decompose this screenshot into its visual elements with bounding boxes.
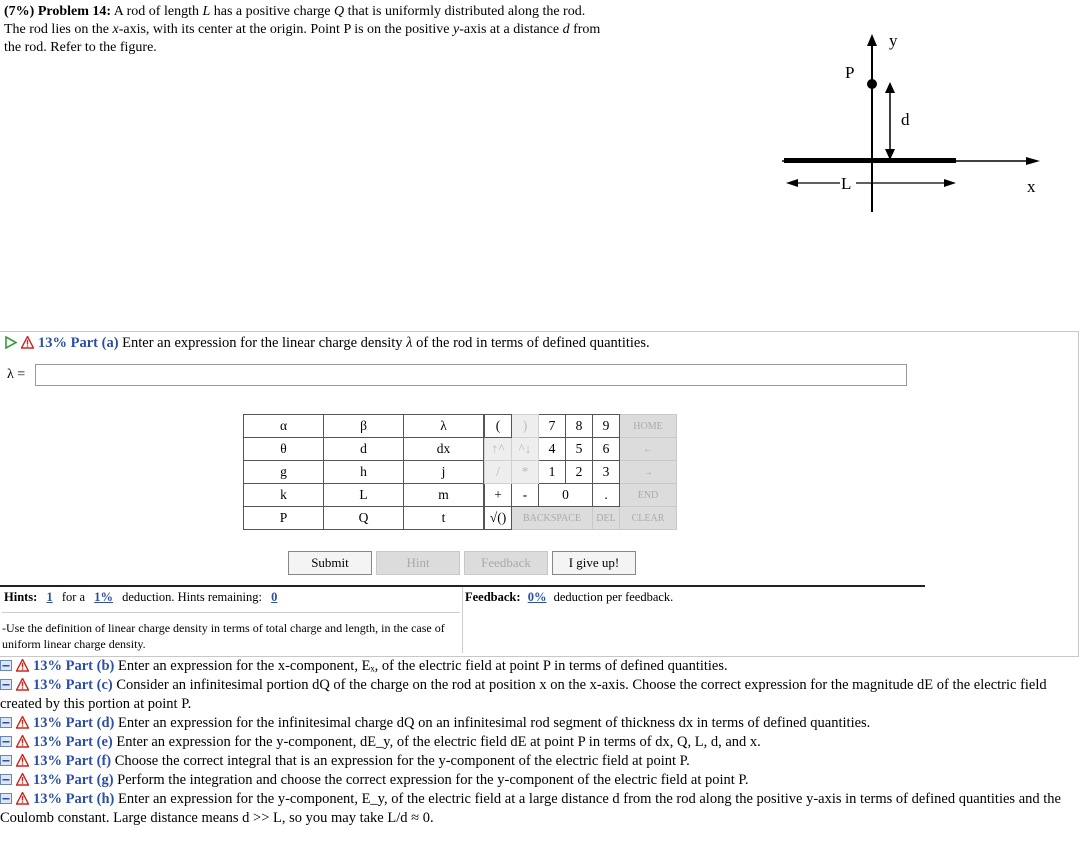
key-clear[interactable]: CLEAR (620, 507, 677, 530)
answer-input[interactable] (35, 364, 907, 386)
hint-separator (2, 612, 460, 613)
key-m[interactable]: m (404, 484, 484, 507)
feedback-percent: 0% (527, 590, 547, 604)
expand-icon[interactable] (0, 660, 12, 671)
variable-keypad (243, 414, 484, 530)
warning-icon (16, 659, 29, 672)
part-a-prompt: Enter an expression for the linear charge density (122, 335, 403, 351)
key-P[interactable]: P (244, 507, 324, 530)
part-c[interactable] (0, 676, 1078, 714)
expand-icon[interactable] (0, 755, 12, 766)
warning-icon (16, 716, 29, 729)
warning-icon (16, 773, 29, 786)
var-Q: Q (334, 4, 345, 19)
var-y: y (452, 22, 460, 37)
feedback-label: Feedback: (465, 590, 521, 604)
feedback-info (465, 590, 673, 605)
key-superscript-up[interactable]: ↑^ (485, 438, 512, 461)
part-percent: 13% Part (e) (33, 734, 113, 750)
part-text: Perform the integration and choose the correct expression for the y-component of the electric field at point P. (117, 772, 749, 788)
key-1[interactable]: 1 (539, 461, 566, 484)
key-sqrt[interactable]: √() (485, 507, 512, 530)
var-lambda: λ (406, 335, 413, 351)
hint-button[interactable]: Hint (376, 551, 460, 575)
problem-text: -axis, with its center at the origin. Point P is on the positive (118, 22, 450, 37)
key-t[interactable]: t (404, 507, 484, 530)
part-text: Enter an expression for the infinitesimal charge dQ on an infinitesimal rod segment of thickness dx in terms of defined quantities. (117, 715, 871, 731)
key-end[interactable]: END (620, 484, 677, 507)
hints-label: Hints: (4, 590, 38, 604)
label-L: L (841, 174, 852, 193)
expand-icon[interactable] (0, 774, 12, 785)
part-b[interactable] (0, 657, 1078, 676)
hints-count: 1 (46, 590, 53, 604)
key-plus[interactable]: + (485, 484, 512, 507)
part-percent: 13% Part (c) (33, 677, 113, 693)
key-j[interactable]: j (404, 461, 484, 484)
answer-label: λ = (7, 367, 26, 382)
feedback-text: deduction per feedback. (553, 590, 674, 604)
expand-icon[interactable] (0, 736, 12, 747)
warning-icon (16, 735, 29, 748)
expand-icon[interactable] (0, 717, 12, 728)
problem-statement (4, 3, 704, 57)
problem-text: A rod of length (113, 4, 199, 19)
part-d[interactable] (0, 714, 1078, 733)
label-y: y (889, 31, 898, 50)
numeric-keypad (484, 414, 677, 530)
key-alpha[interactable]: α (244, 415, 324, 438)
key-open-paren[interactable]: ( (485, 415, 512, 438)
key-h[interactable]: h (324, 461, 404, 484)
key-decimal[interactable]: . (593, 484, 620, 507)
problem-text: has a positive charge (213, 4, 331, 19)
part-h[interactable] (0, 790, 1078, 828)
problem-text: the rod. Refer to the figure. (4, 40, 157, 55)
warning-icon (21, 336, 34, 349)
parts-list (0, 657, 1078, 828)
part-percent: 13% Part (h) (33, 791, 115, 807)
part-text: Choose the correct integral that is an expression for the y-component of the electric field at point P. (114, 753, 690, 769)
feedback-button[interactable]: Feedback (464, 551, 548, 575)
problem-header: (7%) Problem 14: (4, 4, 112, 19)
label-x: x (1027, 177, 1036, 196)
submit-button[interactable]: Submit (288, 551, 372, 575)
give-up-button[interactable]: I give up! (552, 551, 636, 575)
key-8[interactable]: 8 (566, 415, 593, 438)
key-0[interactable]: 0 (539, 484, 593, 507)
hints-text: for a (61, 590, 86, 604)
key-g[interactable]: g (244, 461, 324, 484)
var-L: L (202, 4, 211, 19)
problem-text: -axis at a distance (459, 22, 560, 37)
key-9[interactable]: 9 (593, 415, 620, 438)
problem-figure (770, 20, 1070, 230)
hints-percent: 1% (94, 590, 113, 604)
part-text: Enter an expression for the y-component, dE_y, of the electric field dE at point P in terms of dx, Q, L, d, and x. (116, 734, 761, 750)
part-e[interactable] (0, 733, 1078, 752)
key-L[interactable]: L (324, 484, 404, 507)
key-dx[interactable]: dx (404, 438, 484, 461)
key-del[interactable]: DEL (593, 507, 620, 530)
part-percent: 13% Part (g) (33, 772, 114, 788)
label-P: P (845, 63, 855, 82)
point-p (867, 79, 877, 89)
warning-icon (16, 754, 29, 767)
var-x: x (112, 22, 119, 37)
key-left-arrow[interactable]: ← (620, 438, 677, 461)
problem-text: The rod lies on the (4, 22, 109, 37)
part-text: Consider an infinitesimal portion dQ of the charge on the rod at position x on the x-axis. Choose the correct expression for the magnitude dE of the electric field created by this portion at point P. (0, 677, 1047, 712)
part-a-percent: 13% Part (a) (38, 335, 119, 351)
part-text: Enter an expression for the x-component, Eₓ, of the electric field at point P in terms of defined quantities. (117, 658, 728, 674)
key-d[interactable]: d (324, 438, 404, 461)
hints-info (4, 590, 283, 605)
key-k[interactable]: k (244, 484, 324, 507)
key-backspace[interactable]: BACKSPACE (512, 507, 593, 530)
part-percent: 13% Part (b) (33, 658, 115, 674)
var-d: d (562, 22, 570, 37)
problem-text: from (573, 22, 601, 37)
key-Q[interactable]: Q (324, 507, 404, 530)
problem-text: that is uniformly distributed along the rod. (347, 4, 586, 19)
key-lambda[interactable]: λ (404, 415, 484, 438)
label-d: d (901, 110, 910, 129)
expand-icon[interactable] (0, 679, 12, 690)
key-multiply[interactable]: * (512, 461, 539, 484)
part-a-header (4, 334, 650, 353)
key-2[interactable]: 2 (566, 461, 593, 484)
key-beta[interactable]: β (324, 415, 404, 438)
key-minus[interactable]: - (512, 484, 539, 507)
rod (784, 158, 956, 163)
warning-icon (16, 678, 29, 691)
part-text: Enter an expression for the y-component, E_y, of the electric field at a large distance d from the rod along the positive y-axis in terms of defined quantities and the Coulomb constant. Large distance means d >> L, so you may take L/d ≈ 0. (0, 791, 1061, 826)
expand-icon[interactable] (0, 793, 12, 804)
x-axis-arrow (1026, 157, 1040, 165)
key-theta[interactable]: θ (244, 438, 324, 461)
hint-text: -Use the definition of linear charge density in terms of total charge and length, in the case of uniform linear charge density. (2, 621, 445, 651)
key-superscript-down[interactable]: ^↓ (512, 438, 539, 461)
key-divide[interactable]: / (485, 461, 512, 484)
key-3[interactable]: 3 (593, 461, 620, 484)
warning-icon (16, 792, 29, 805)
part-percent: 13% Part (f) (33, 753, 112, 769)
key-close-paren[interactable]: ) (512, 415, 539, 438)
key-5[interactable]: 5 (566, 438, 593, 461)
expand-triangle-icon[interactable] (4, 336, 17, 349)
part-a-prompt-end: of the rod in terms of defined quantities. (416, 335, 650, 351)
y-axis-arrow (867, 34, 877, 46)
hints-remaining: 0 (271, 590, 278, 604)
key-home[interactable]: HOME (620, 415, 677, 438)
feedback-divider (462, 587, 463, 653)
part-g[interactable] (0, 771, 1078, 790)
key-7[interactable]: 7 (539, 415, 566, 438)
key-4[interactable]: 4 (539, 438, 566, 461)
hints-text: deduction. Hints remaining: (122, 590, 262, 604)
part-f[interactable] (0, 752, 1078, 771)
part-percent: 13% Part (d) (33, 715, 115, 731)
key-6[interactable]: 6 (593, 438, 620, 461)
key-right-arrow[interactable]: → (620, 461, 677, 484)
